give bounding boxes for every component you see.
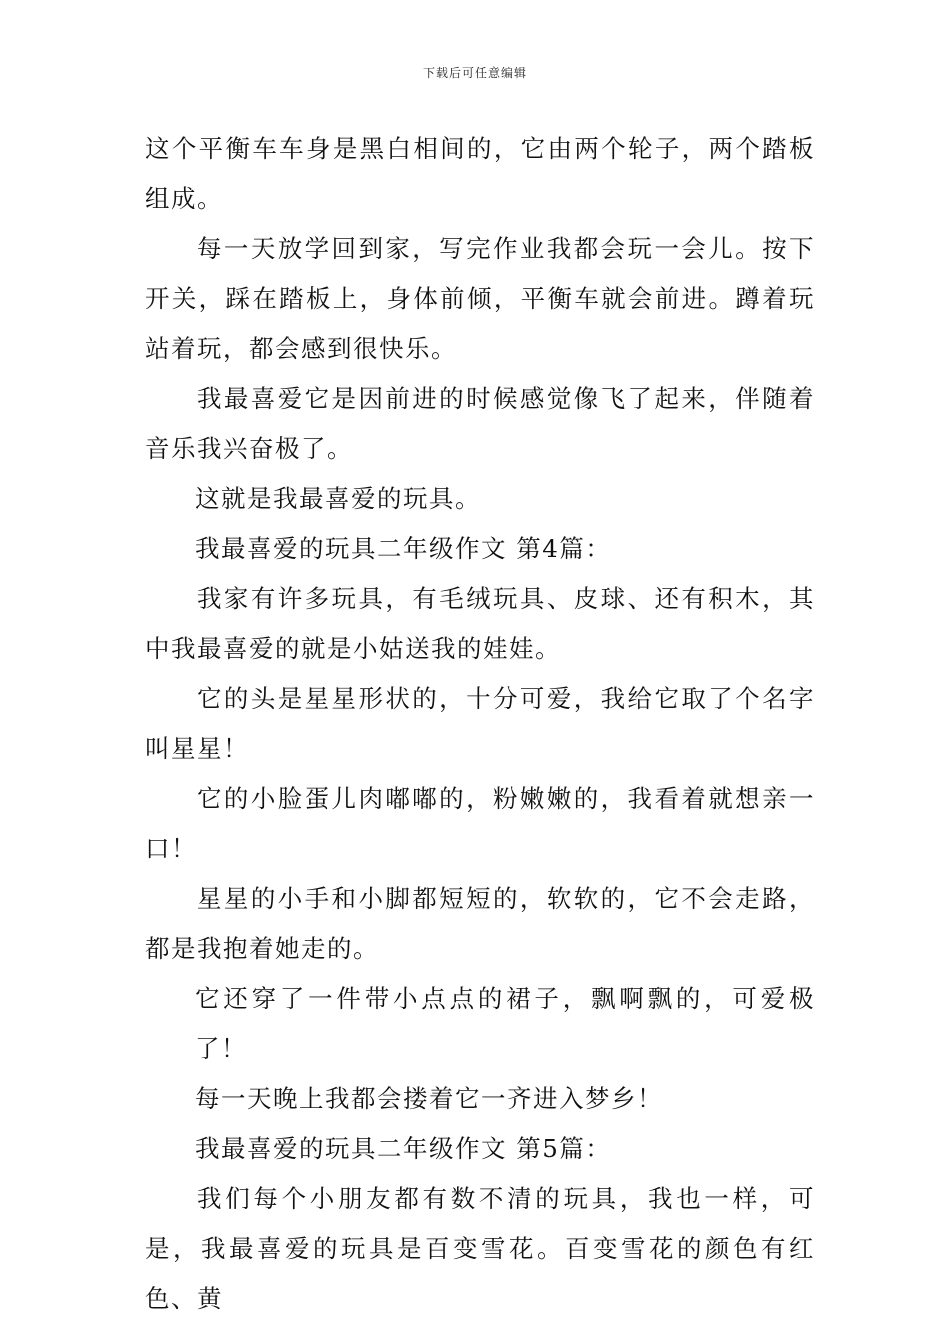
page-header: 下载后可任意编辑 (422, 66, 527, 80)
paragraph: 我们每个小朋友都有数不清的玩具，我也一样，可是，我最喜爱的玩具是百变雪花。百变雪花的颜色有红色、黄 (145, 1184, 815, 1313)
paragraph: 我家有许多玩具，有毛绒玩具、皮球、还有积木，其中我最喜爱的就是小姑送我的娃娃。 (145, 584, 815, 663)
paragraph: 每一天晚上我都会搂着它一齐进入梦乡！ (195, 1084, 663, 1113)
paragraph: 每一天放学回到家，写完作业我都会玩一会儿。按下开关，踩在踏板上，身体前倾，平衡车就会前进。蹲着玩站着玩，都会感到很快乐。 (145, 234, 815, 363)
section-heading: 我最喜爱的玩具二年级作文 第4篇： (195, 534, 612, 563)
paragraph: 星星的小手和小脚都短短的，软软的，它不会走路，都是我抱着她走的。 (145, 884, 815, 963)
paragraph: 它的小脸蛋儿肉嘟嘟的，粉嫩嫩的，我看着就想亲一口！ (145, 784, 815, 863)
paragraph: 这个平衡车车身是黑白相间的，它由两个轮子，两个踏板组成。 (145, 134, 815, 213)
paragraph: 我最喜爱它是因前进的时候感觉像飞了起来，伴随着音乐我兴奋极了。 (145, 384, 815, 463)
paragraph: 这就是我最喜爱的玩具。 (195, 484, 481, 513)
paragraph: 它还穿了一件带小点点的裙子，飘啊飘的，可爱极了！ (195, 984, 815, 1063)
paragraph: 它的头是星星形状的，十分可爱，我给它取了个名字叫星星！ (145, 684, 815, 763)
section-heading: 我最喜爱的玩具二年级作文 第5篇： (195, 1134, 612, 1163)
document-body (145, 124, 815, 1324)
